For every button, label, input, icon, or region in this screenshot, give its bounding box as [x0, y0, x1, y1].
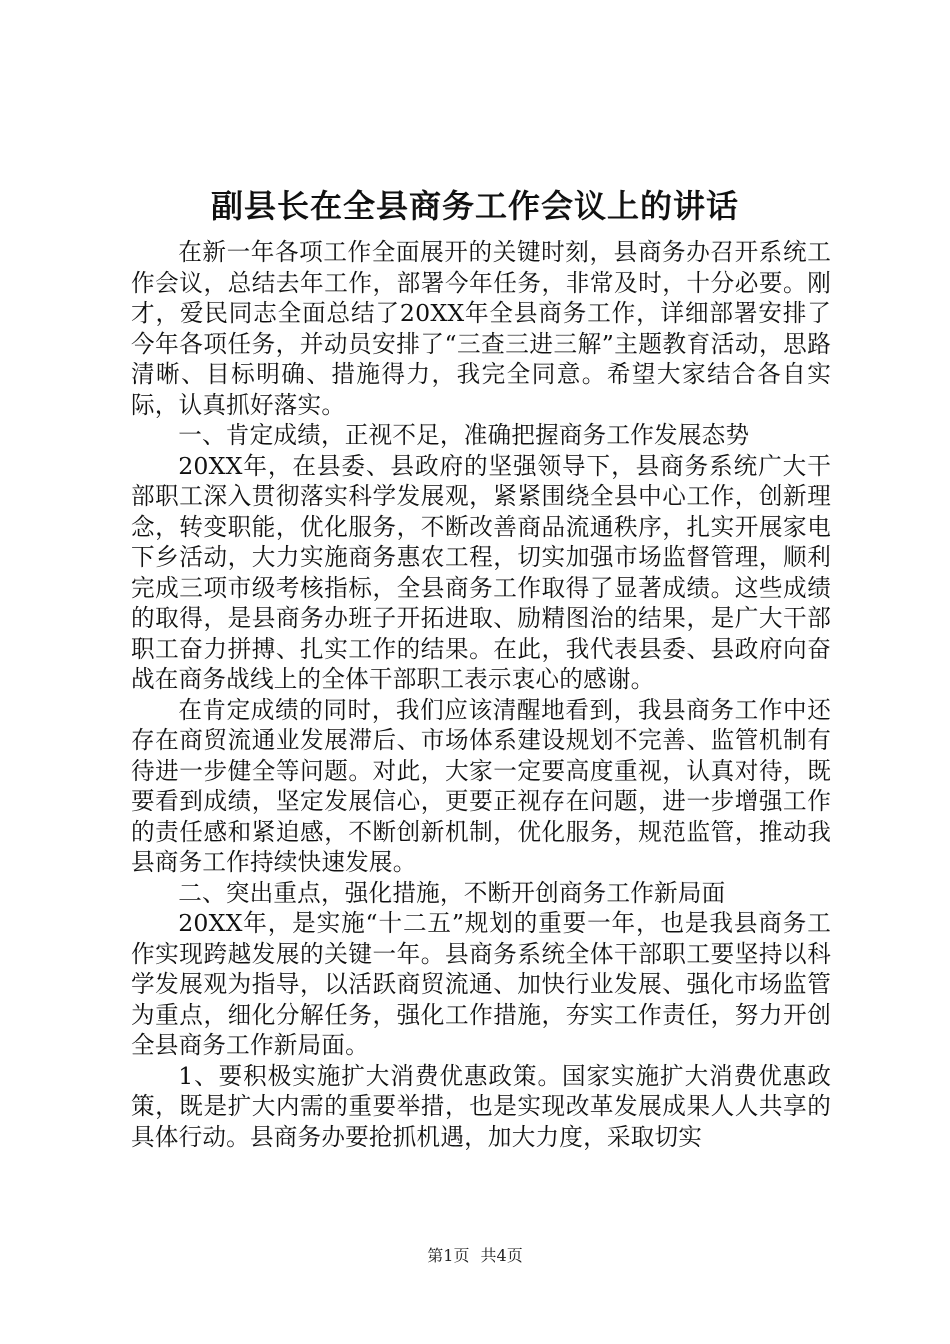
page-title: 副县长在全县商务工作会议上的讲话 [210, 187, 739, 225]
section-heading-2: 二、突出重点，强化措施，不断开创商务工作新局面 [178, 878, 726, 907]
page-number: 第1页 [427, 1246, 470, 1265]
page-total: 共4页 [480, 1246, 523, 1265]
paragraph-plan: 20XX年，是实施“十二五”规划的重要一年，也是我县商务工作实现跨越发展的关键一年。县商务系统全体干部职工要坚持以科学发展观为指导，以活跃商贸流通、加快行业发展、强化市场监管为重点，细化分解任务，强化工作措施，夯实工作责任，努力开创全县商务工作新局面。 [131, 909, 831, 1059]
section-heading-1: 一、肯定成绩，正视不足，准确把握商务工作发展态势 [178, 421, 750, 449]
paragraph-shortcomings: 在肯定成绩的同时，我们应该清醒地看到，我县商务工作中还存在商贸流通业发展滞后、市场体系建设规划不完善、监管机制有待进一步健全等问题。对此，大家一定要高度重视，认真对待，既要看到成绩，坚定发展信心，更要正视存在问题，进一步增强工作的责任感和紧迫感，不断创新机制，优化服务，规范监管，推动我县商务工作持续快速发展。 [131, 695, 831, 876]
paragraph-achievements: 20XX年，在县委、县政府的坚强领导下，县商务系统广大干部职工深入贯彻落实科学发展观，紧紧围绕全县中心工作，创新理念，转变职能，优化服务，不断改善商品流通秩序，扎实开展家电下乡活动，大力实施商务惠农工程，切实加强市场监督管理，顺利完成三项市级考核指标，全县商务工作取得了显著成绩。这些成绩的取得，是县商务办班子开拓进取、励精图治的结果，是广大干部职工奋力拼搏、扎实工作的结果。在此，我代表县委、县政府向奋战在商务战线上的全体干部职工表示衷心的感谢。 [131, 451, 831, 693]
paragraph-intro: 在新一年各项工作全面展开的关键时刻，县商务办召开系统工作会议，总结去年工作，部署今年任务，非常及时，十分必要。刚才，爱民同志全面总结了20XX年全县商务工作，详细部署安排了今年各项任务，并动员安排了“三查三进三解”主题教育活动，思路清晰、目标明确、措施得力，我完全同意。希望大家结合各自实际，认真抓好落实。 [131, 238, 831, 419]
paragraph-item-1: 1、要积极实施扩大消费优惠政策。国家实施扩大消费优惠政策，既是扩大内需的重要举措，也是实现改革发展成果人人共享的具体行动。县商务办要抢抓机遇，加大力度，采取切实 [131, 1061, 831, 1151]
document-body [131, 237, 831, 1152]
page-footer [0, 1246, 950, 1266]
